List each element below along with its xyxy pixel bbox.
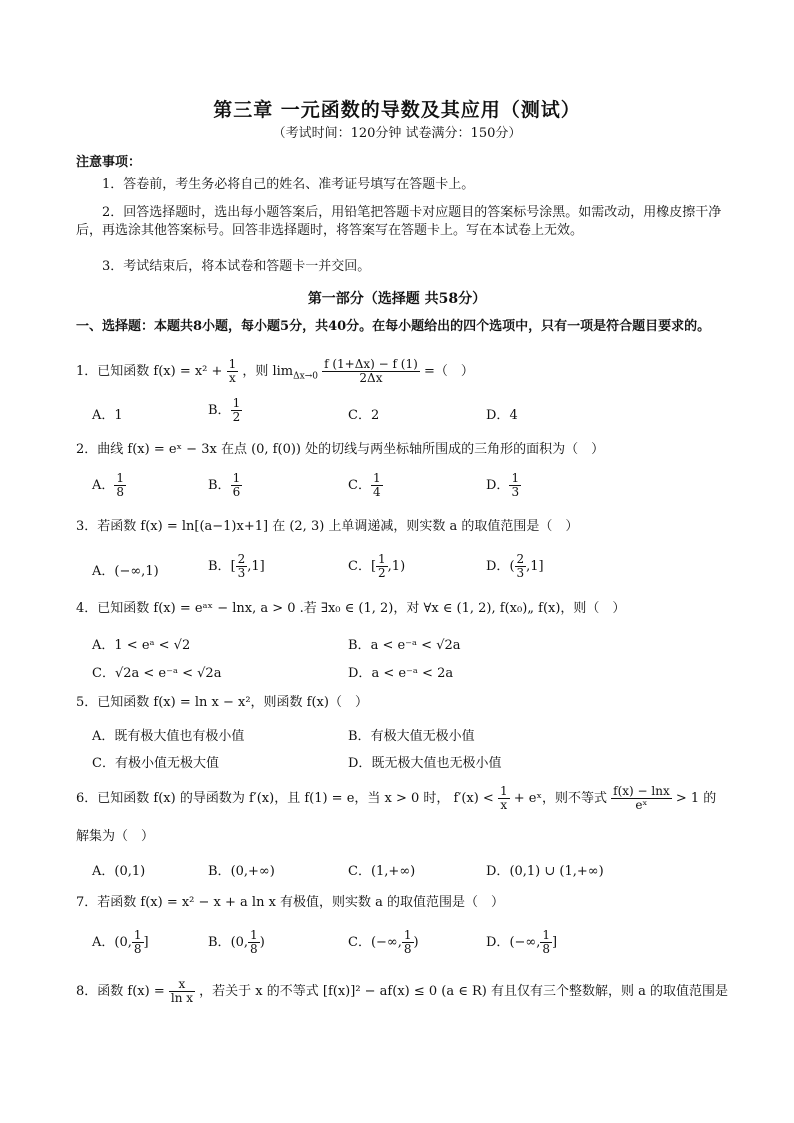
part-title: 第一部分（选择题 共58分） — [307, 291, 487, 307]
q5-option-b[interactable]: B．有极大值无极小值 — [348, 729, 475, 744]
q3-option-d[interactable]: D．( $\frac{2}{3}$ ,1] — [486, 552, 544, 580]
section-title: 一、选择题：本题共8小题，每小题5分，共40分。在每小题给出的四个选项中，只有一项是符合题目要求的。 — [76, 319, 711, 334]
q5-option-a[interactable]: A．既有极大值也有极小值 — [92, 729, 245, 744]
fraction: $\frac{f(x) - \ln x}{\text{eˣ}}$ — [613, 784, 670, 812]
q6-option-d[interactable]: D．(0,1) ∪ (1,+∞) — [486, 864, 604, 879]
notice-heading: 注意事项： — [76, 155, 142, 170]
q1-option-b[interactable]: B． $\frac{1}{2}$ — [208, 396, 241, 424]
q5-option-d[interactable]: D．既无极大值也无极小值 — [348, 756, 502, 771]
q7-option-c[interactable]: C．(−∞, $\frac{1}{8}$ ) — [348, 928, 419, 956]
question-6-stem-line2: 解集为（ ） — [76, 829, 155, 844]
q2-option-d[interactable]: D． $\frac{1}{3}$ — [486, 471, 520, 499]
q3-option-b[interactable]: B．[ $\frac{2}{3}$ ,1] — [208, 552, 265, 580]
page-title: 第三章 一元函数的导数及其应用（测试） — [213, 99, 581, 121]
q1-option-c[interactable]: C．2 — [348, 408, 380, 423]
question-8-stem: 8．函数 f(x) = $\frac{x}{\text{ln x}}$ ，若关于 x 的不等式 [f(x)]² − af(x) ≤ 0 (a ∈ R) 有且仅有三个整数解，则 a 的取值范围是 — [76, 977, 728, 1005]
q1-option-d[interactable]: D．4 — [486, 408, 518, 423]
q3-option-c[interactable]: C．[ $\frac{1}{2}$ ,1) — [348, 552, 406, 580]
q6-option-a[interactable]: A．(0,1) — [92, 864, 146, 879]
notice-item-3: 3．考试结束后，将本试卷和答题卡一并交回。 — [102, 259, 371, 274]
fraction: $\frac{1}{x}$ — [228, 357, 237, 385]
q6-option-c[interactable]: C．(1,+∞) — [348, 864, 416, 879]
q4-option-d[interactable]: D．a < e⁻ᵃ < 2a — [348, 666, 454, 681]
question-2-stem: 2．曲线 f(x) = eˣ − 3x 在点 (0, f(0)) 处的切线与两坐标轴所围成的三角形的面积为（ ） — [76, 442, 605, 457]
q3-option-a[interactable]: A．(−∞,1) — [92, 564, 159, 579]
q7-option-b[interactable]: B．(0, $\frac{1}{8}$ ) — [208, 928, 265, 956]
q4-option-b[interactable]: B．a < e⁻ᵃ < √2a — [348, 638, 461, 653]
question-6-stem: 6．已知函数 f(x) 的导函数为 f′(x)，且 f(1) = e，当 x > 0 时， f′(x) < $\frac{1}{x}$ + eˣ，则不等式 $\frac{f(x) - \ln x}{\text{eˣ}}$ > 1 的 — [76, 784, 717, 812]
q7-option-a[interactable]: A．(0, $\frac{1}{8}$ ] — [92, 928, 149, 956]
fraction: $\frac{f (1+\Delta x) - f (1)}{2\Delta x}$ — [324, 357, 418, 385]
q6-option-b[interactable]: B．(0,+∞) — [208, 864, 275, 879]
question-1-stem: 1．已知函数 f(x) = x² + $\frac{1}{x}$ ，则 $\lim_{\Delta x\to 0}$ $\frac{f (1+\Delta x) - f (1)}{2\Delta x}$ =（ ） — [76, 357, 474, 385]
q4-option-a[interactable]: A．1 < eᵃ < √2 — [92, 638, 191, 653]
q2-option-c[interactable]: C． $\frac{1}{4}$ — [348, 471, 381, 499]
q5-option-c[interactable]: C．有极小值无极大值 — [92, 756, 219, 771]
question-3-stem: 3．若函数 f(x) = ln[(a−1)x+1] 在 (2, 3) 上单调递减，则实数 a 的取值范围是（ ） — [76, 519, 579, 534]
q4-option-c[interactable]: C．√2a < e⁻ᵃ < √2a — [92, 666, 222, 681]
q7-option-d[interactable]: D．(−∞, $\frac{1}{8}$ ] — [486, 928, 558, 956]
q1-option-a[interactable]: A．1 — [92, 408, 123, 423]
q2-option-a[interactable]: A． $\frac{1}{8}$ — [92, 471, 125, 499]
fraction: $\frac{x}{\text{ln x}}$ — [170, 977, 194, 1005]
q2-option-b[interactable]: B． $\frac{1}{6}$ — [208, 471, 241, 499]
question-7-stem: 7．若函数 f(x) = x² − x + a ln x 有极值，则实数 a 的取值范围是（ ） — [76, 895, 505, 910]
notice-item-2: 2．回答选择题时，选出每小题答案后，用铅笔把答题卡对应题目的答案标号涂黑。如需改动，用橡皮擦干净后，再选涂其他答案标号。回答非选择题时，将答案写在答题卡上。写在本试卷上无效。 — [76, 205, 722, 238]
exam-info: （考试时间：120分钟 试卷满分：150分） — [272, 126, 522, 141]
question-4-stem: 4．已知函数 f(x) = eᵃˣ − lnx, a > 0 .若 ∃x₀ ∈ (1, 2)，对 ∀x ∈ (1, 2), f(x₀)„ f(x)，则（ ） — [76, 601, 626, 616]
question-5-stem: 5．已知函数 f(x) = ln x − x²，则函数 f(x)（ ） — [76, 695, 368, 710]
fraction: $\frac{1}{x}$ — [499, 784, 508, 812]
notice-item-1: 1．答卷前，考生务必将自己的姓名、准考证号填写在答题卡上。 — [102, 177, 475, 192]
